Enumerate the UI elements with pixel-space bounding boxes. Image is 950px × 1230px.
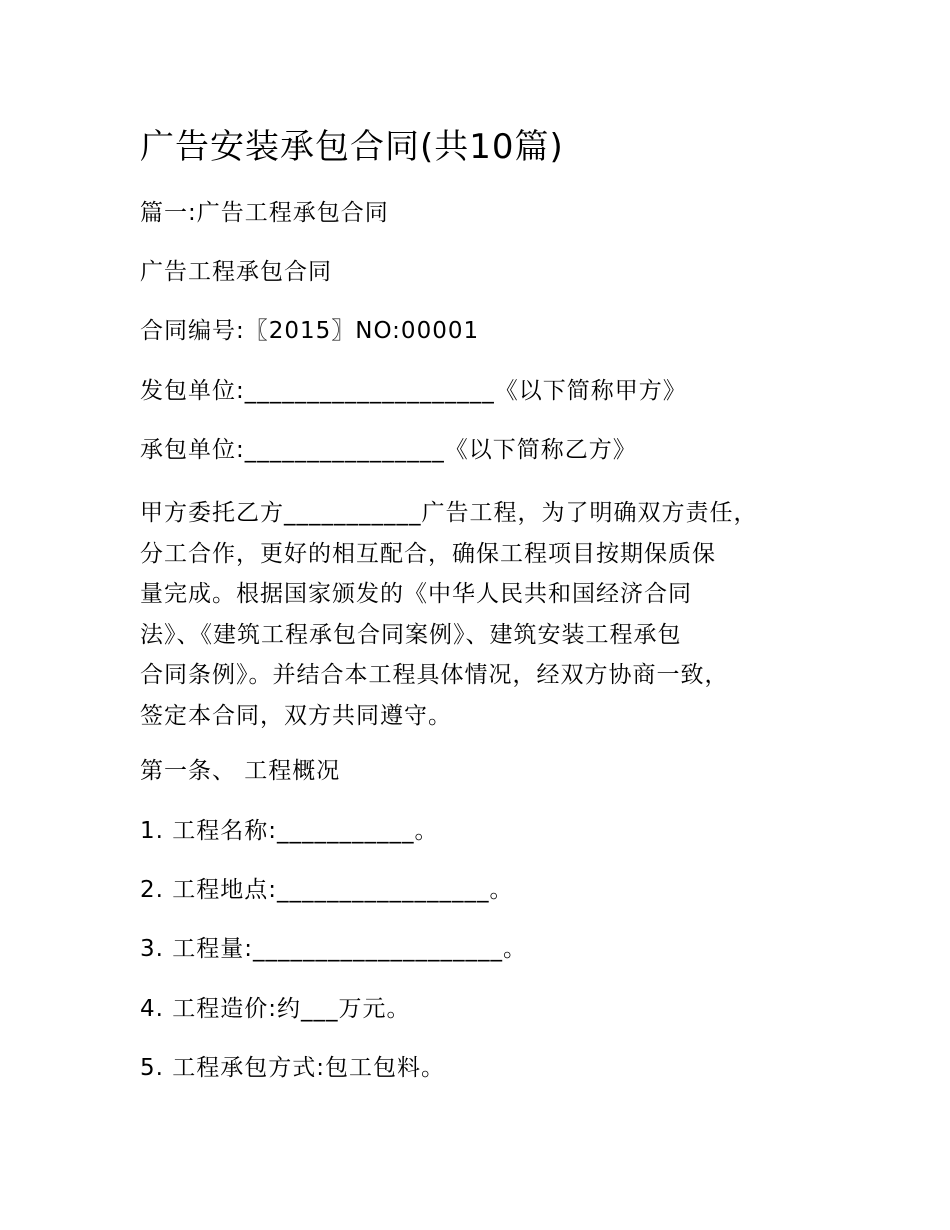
intro-line: 合同条例》。并结合本工程具体情况，经双方协商一致， xyxy=(140,662,729,688)
item-project-location: 2. 工程地点:_________________。 xyxy=(140,877,514,903)
item-project-name: 1. 工程名称:___________。 xyxy=(140,818,439,844)
intro-line: 甲方委托乙方___________广告工程，为了明确双方责任， xyxy=(140,500,758,526)
item-project-quantity: 3. 工程量:____________________。 xyxy=(140,936,528,962)
document-title: 广告安装承包合同(共10篇) xyxy=(140,127,564,167)
intro-paragraph xyxy=(140,493,830,736)
intro-line: 量完成。根据国家颁发的《中华人民共和国经济合同 xyxy=(140,581,692,607)
section-heading: 篇一:广告工程承包合同 xyxy=(140,200,389,226)
contract-name: 广告工程承包合同 xyxy=(140,259,332,285)
party-a-line: 发包单位:____________________《以下简称甲方》 xyxy=(140,378,687,404)
intro-line: 签定本合同，双方共同遵守。 xyxy=(140,702,452,729)
article-one-heading: 第一条、 工程概况 xyxy=(140,758,341,784)
party-b-line: 承包单位:________________《以下简称乙方》 xyxy=(140,437,637,463)
intro-line: 法》、《建筑工程承包合同案例》、建筑安装工程承包 xyxy=(140,621,682,648)
intro-line: 分工合作，更好的相互配合，确保工程项目按期保质保 xyxy=(140,540,716,567)
item-contract-method: 5. 工程承包方式:包工包料。 xyxy=(140,1055,446,1081)
item-project-cost: 4. 工程造价:约___万元。 xyxy=(140,996,411,1022)
contract-number: 合同编号:〖2015〗NO:00001 xyxy=(140,318,480,344)
